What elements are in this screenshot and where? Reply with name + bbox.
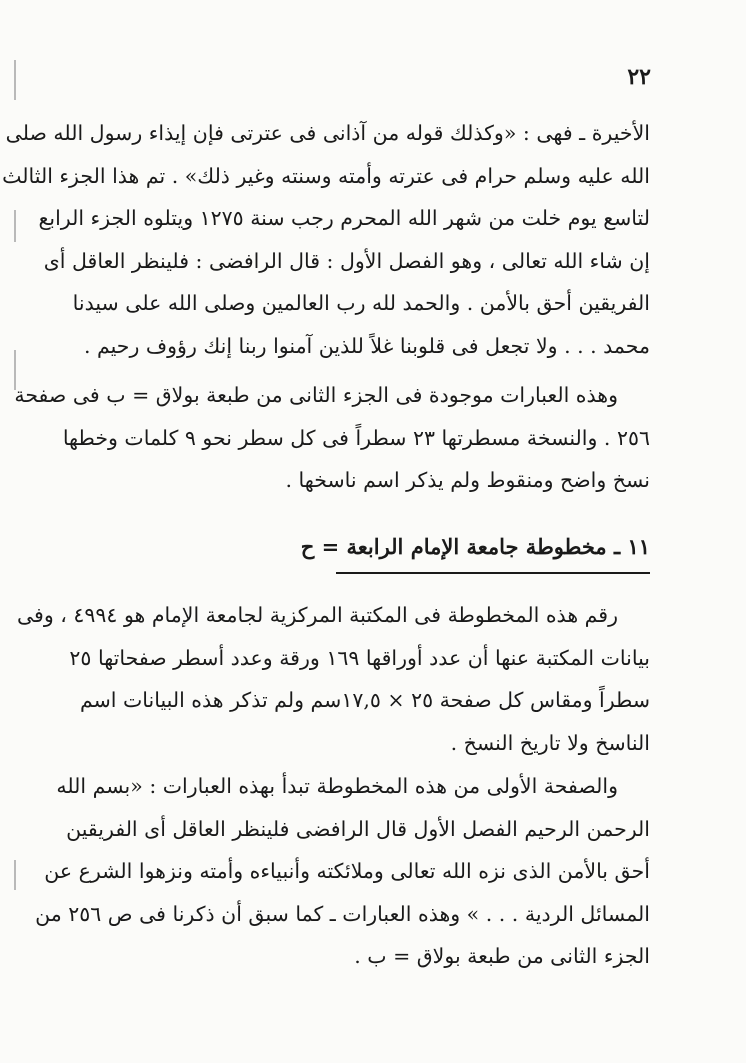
paragraph-manuscript-details [16,594,650,764]
paragraph-first-page-opening [35,765,650,978]
text-line: الرحمن الرحيم الفصل الأول قال الرافضى فلينظر العاقل أى الفريقين [66,816,650,841]
text-line: وهذه العبارات موجودة فى الجزء الثانى من طبعة بولاق = ب فى صفحة [14,383,618,407]
paragraph-bulaq-description [14,374,650,502]
text-line: سطراً ومقاس كل صفحة ٢٥ × ١٧,٥سم ولم تذكر هذه البيانات اسم [79,688,650,712]
text-line: الناسخ ولا تاريخ النسخ . [450,730,650,755]
text-line: أحق بالأمن الذى نزه الله تعالى وملائكته وأنبياءه وأمته ونزهوا الشرع عن [44,859,650,883]
text-line: المسائل الردية . . . » وهذه العبارات ـ كما سبق أن ذكرنا فى ص ٢٥٦ من [35,901,650,926]
text-line: ٢٥٦ . والنسخة مسطرتها ٢٣ سطراً فى كل سطر نحو ٩ كلمات وخطها [62,425,650,450]
text-line: نسخ واضح ومنقوط ولم يذكر اسم ناسخها . [285,468,650,492]
heading-underline [336,572,650,574]
binding-edge-mark [14,210,16,242]
text-line: والصفحة الأولى من هذه المخطوطة تبدأ بهذه العبارات : «بسم الله [56,774,618,798]
text-line: الفريقين أحق بالأمن . والحمد لله رب العالمين وصلى الله على سيدنا [72,291,650,315]
section-heading-container [84,527,650,567]
text-line: إن شاء الله تعالى ، وهو الفصل الأول : قال الرافضى : فلينظر العاقل أى [43,248,650,273]
text-line: محمد . . . ولا تجعل فى قلوبنا غلاً للذين آمنوا ربنا إنك رؤوف رحيم . [83,333,650,358]
binding-edge-mark [14,860,16,890]
text-line: رقم هذه المخطوطة فى المكتبة المركزية لجامعة الإمام هو ٤٩٩٤ ، وفى [16,603,618,627]
binding-edge-mark [14,60,16,100]
text-line: الجزء الثانى من طبعة بولاق = ب . [354,944,650,968]
paragraph-manuscript-ending-quote [2,112,650,367]
text-line: بيانات المكتبة عنها أن عدد أوراقها ١٦٩ ورقة وعدد أسطر صفحاتها ٢٥ [69,645,650,670]
section-heading: ١١ ـ مخطوطة جامعة الإمام الرابعة = ح [300,534,650,559]
page-number: ٢٢ [627,64,651,90]
text-line: الله عليه وسلم حرام فى عترته وأمته وسنته وغير ذلك» . تم هذا الجزء الثالث [2,163,650,188]
text-line: الأخيرة ـ فهى : «وكذلك قوله من آذانى فى عترتى فإن إيذاء رسول الله صلى [5,121,650,145]
text-line: لتاسع يوم خلت من شهر الله المحرم رجب سنة ١٢٧٥ ويتلوه الجزء الرابع [38,206,650,230]
